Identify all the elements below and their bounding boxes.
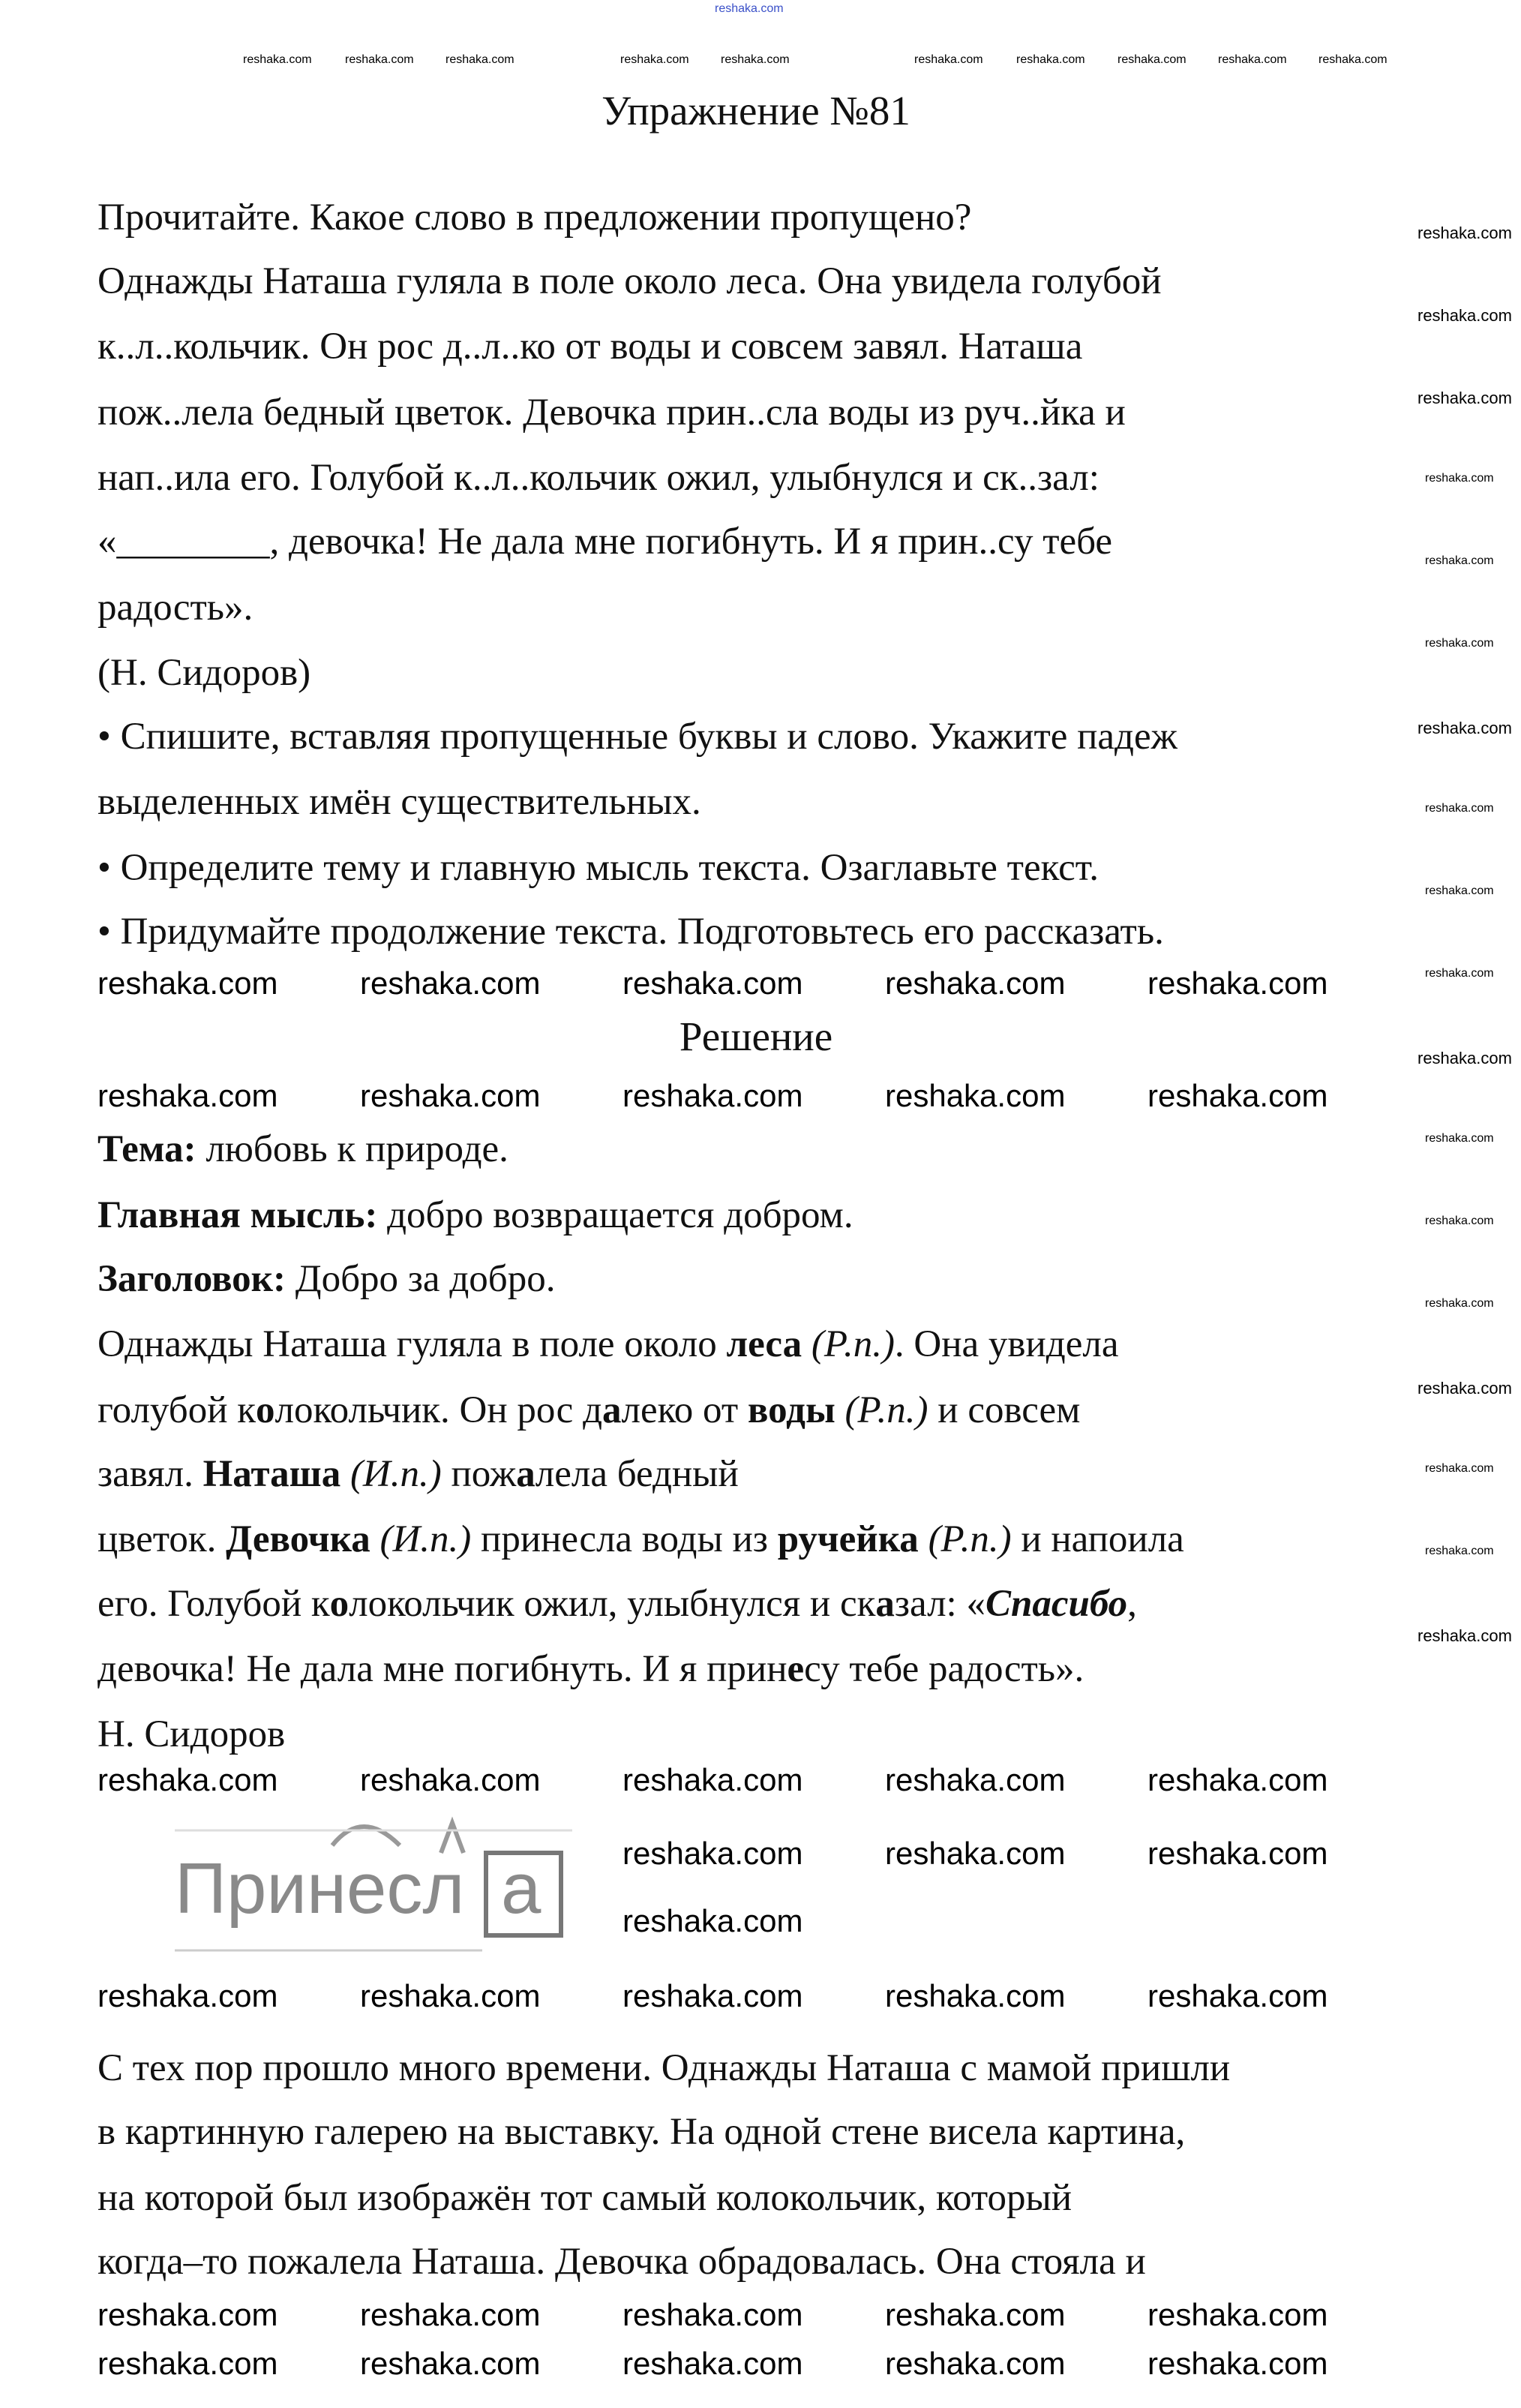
watermark: reshaka.com [1418,224,1512,242]
text-segment: любовь к природе. [196,1128,508,1170]
text-segment: его. Голубой к [98,1583,330,1625]
watermark: reshaka.com [622,1762,803,1797]
watermark: reshaka.com [1425,802,1494,815]
watermark: reshaka.com [360,2297,541,2332]
text-segment: су тебе радость». [804,1648,1084,1690]
emphasis-text: (Р.п.) [928,1518,1012,1560]
watermark: reshaka.com [98,965,278,1001]
emphasis-text: воды [747,1389,836,1431]
solution-line [98,1388,1080,1433]
word-ending: а [501,1848,542,1929]
watermark: reshaka.com [1148,2297,1328,2332]
word-parts-image [175,1800,572,1969]
watermark: reshaka.com [885,1836,1066,1871]
watermark: reshaka.com [622,965,803,1001]
watermark: reshaka.com [1148,2346,1328,2381]
emphasis-text: а [602,1389,622,1431]
exercise-line: нап..ила его. Голубой к..л..кольчик ожил, улыбнулся и ск..зал: [98,457,1100,499]
watermark: reshaka.com [1425,1462,1494,1475]
watermark: reshaka.com [1016,53,1085,66]
watermark: reshaka.com [1425,637,1494,650]
emphasis-text: Заголовок: [98,1258,286,1300]
emphasis-text: ручейка [777,1518,919,1560]
watermark: reshaka.com [622,1903,803,1938]
watermark: reshaka.com [1148,1078,1328,1113]
watermark: reshaka.com [1148,965,1328,1001]
exercise-line: «________, девочка! Не дала мне погибнуть. И я прин..су тебе [98,521,1113,563]
text-segment: пож [441,1453,517,1495]
watermark: reshaka.com [98,2297,278,2332]
emphasis-text: е [787,1648,805,1690]
watermark: reshaka.com [1148,1762,1328,1797]
watermark: reshaka.com [622,2297,803,2332]
watermark: reshaka.com [622,1978,803,2013]
solution-line [98,1257,555,1302]
text-segment [370,1518,380,1560]
text-segment: и напоила [1011,1518,1184,1560]
exercise-line: радость». [98,587,254,629]
watermark: reshaka.com [1118,53,1186,66]
continuation-line: в картинную галерею на выставку. На одной стене висела картина, [98,2111,1186,2153]
watermark: reshaka.com [721,53,790,66]
watermark: reshaka.com [1418,1626,1512,1645]
watermark: reshaka.com [360,965,541,1001]
solution-line [98,1712,285,1757]
watermark: reshaka.com [98,1762,278,1797]
continuation-line: когда–то пожалела Наташа. Девочка обрадовалась. Она стояла и [98,2241,1146,2283]
emphasis-text: (Р.п.) [844,1389,928,1431]
text-segment [919,1518,928,1560]
watermark: reshaka.com [1425,1215,1494,1227]
watermark: reshaka.com [1425,1132,1494,1145]
exercise-line: Прочитайте. Какое слово в предложении пропущено? [98,197,972,239]
text-segment: девочка! Не дала мне погибнуть. И я прин [98,1648,788,1690]
watermark: reshaka.com [620,53,689,66]
watermark: reshaka.com [360,1978,541,2013]
watermark: reshaka.com [1425,884,1494,897]
word-stem: Принесл [175,1848,465,1929]
watermark: reshaka.com [1418,1049,1512,1067]
watermark: reshaka.com [885,965,1066,1001]
text-segment [802,1323,812,1365]
watermark: reshaka.com [1418,1379,1512,1398]
solution-line [98,1517,1184,1562]
text-segment: , [1127,1583,1137,1625]
emphasis-text: а [875,1583,895,1625]
watermark: reshaka.com [715,2,784,15]
exercise-line: • Определите тему и главную мысль текста. Озаглавьте текст. [98,847,1099,889]
watermark: reshaka.com [1218,53,1287,66]
watermark: reshaka.com [1425,1545,1494,1557]
text-segment: цветок. [98,1518,226,1560]
watermark: reshaka.com [885,1762,1066,1797]
watermark: reshaka.com [1318,53,1388,66]
solution-line [98,1647,1084,1692]
exercise-line: • Придумайте продолжение текста. Подготовьтесь его рассказать. [98,911,1164,953]
watermark: reshaka.com [885,2346,1066,2381]
watermark: reshaka.com [446,53,514,66]
emphasis-text: (И.п.) [350,1453,442,1495]
exercise-line: (Н. Сидоров) [98,652,311,694]
continuation-line: на которой был изображён тот самый колокольчик, который [98,2177,1072,2219]
solution-title: Решение [679,1013,833,1059]
watermark: reshaka.com [1425,472,1494,485]
solution-line [98,1193,854,1238]
watermark: reshaka.com [885,2297,1066,2332]
exercise-line: • Спишите, вставляя пропущенные буквы и слово. Укажите падеж [98,716,1178,758]
continuation-line: С тех пор прошло много времени. Однажды Наташа с мамой пришли [98,2047,1231,2089]
emphasis-text: Девочка [226,1518,370,1560]
watermark: reshaka.com [360,1762,541,1797]
emphasis-text: леса [726,1323,802,1365]
watermark: reshaka.com [1418,389,1512,407]
watermark: reshaka.com [885,1978,1066,2013]
watermark: reshaka.com [98,2346,278,2381]
emphasis-text: (И.п.) [380,1518,472,1560]
watermark: reshaka.com [914,53,983,66]
watermark: reshaka.com [622,1836,803,1871]
watermark: reshaka.com [360,2346,541,2381]
exercise-line: Однажды Наташа гуляла в поле около леса. Она увидела голубой [98,260,1162,302]
text-segment: добро возвращается добром. [377,1194,854,1236]
watermark: reshaka.com [1418,306,1512,325]
text-segment [340,1453,350,1495]
emphasis-text: Спасибо [985,1583,1128,1625]
text-segment: завял. [98,1453,203,1495]
text-segment: . Она увидела [894,1323,1119,1365]
emphasis-text: о [256,1389,275,1431]
text-segment [836,1389,845,1431]
text-segment: Однажды Наташа гуляла в поле около [98,1323,727,1365]
emphasis-text: Тема: [98,1128,196,1170]
text-segment: голубой к [98,1389,256,1431]
emphasis-text: а [516,1453,536,1495]
solution-line [98,1127,508,1172]
watermark: reshaka.com [1148,1836,1328,1871]
solution-line [98,1452,739,1497]
watermark: reshaka.com [360,1078,541,1113]
watermark: reshaka.com [243,53,312,66]
exercise-title: Упражнение №81 [602,88,910,134]
watermark: reshaka.com [885,1078,1066,1113]
watermark: reshaka.com [98,1978,278,2013]
text-segment: зал: « [894,1583,986,1625]
text-segment: леко от [621,1389,748,1431]
emphasis-text: о [329,1583,350,1625]
watermark: reshaka.com [1425,554,1494,567]
solution-line [98,1322,1118,1367]
exercise-line: к..л..кольчик. Он рос д..л..ко от воды и совсем завял. Наташа [98,326,1083,368]
watermark: reshaka.com [98,1078,278,1113]
watermark: reshaka.com [345,53,414,66]
text-segment: Н. Сидоров [98,1713,286,1755]
text-segment: локольчик ожил, улыбнулся и ск [349,1583,876,1625]
exercise-line: пож..лела бедный цветок. Девочка прин..сла воды из руч..йка и [98,392,1126,434]
watermark: reshaka.com [1425,1297,1494,1310]
watermark: reshaka.com [1425,967,1494,980]
watermark: reshaka.com [622,1078,803,1113]
emphasis-text: Наташа [202,1453,341,1495]
solution-line [98,1581,1137,1626]
watermark: reshaka.com [622,2346,803,2381]
text-segment: локольчик. Он рос д [274,1389,603,1431]
watermark: reshaka.com [1418,719,1512,737]
text-segment: Добро за добро. [286,1258,556,1300]
text-segment: принесла воды из [471,1518,778,1560]
text-segment: и совсем [928,1389,1081,1431]
text-segment: лела бедный [535,1453,739,1495]
emphasis-text: Главная мысль: [98,1194,378,1236]
watermark: reshaka.com [1148,1978,1328,2013]
exercise-line: выделенных имён существительных. [98,781,701,823]
emphasis-text: (Р.п.) [811,1323,895,1365]
